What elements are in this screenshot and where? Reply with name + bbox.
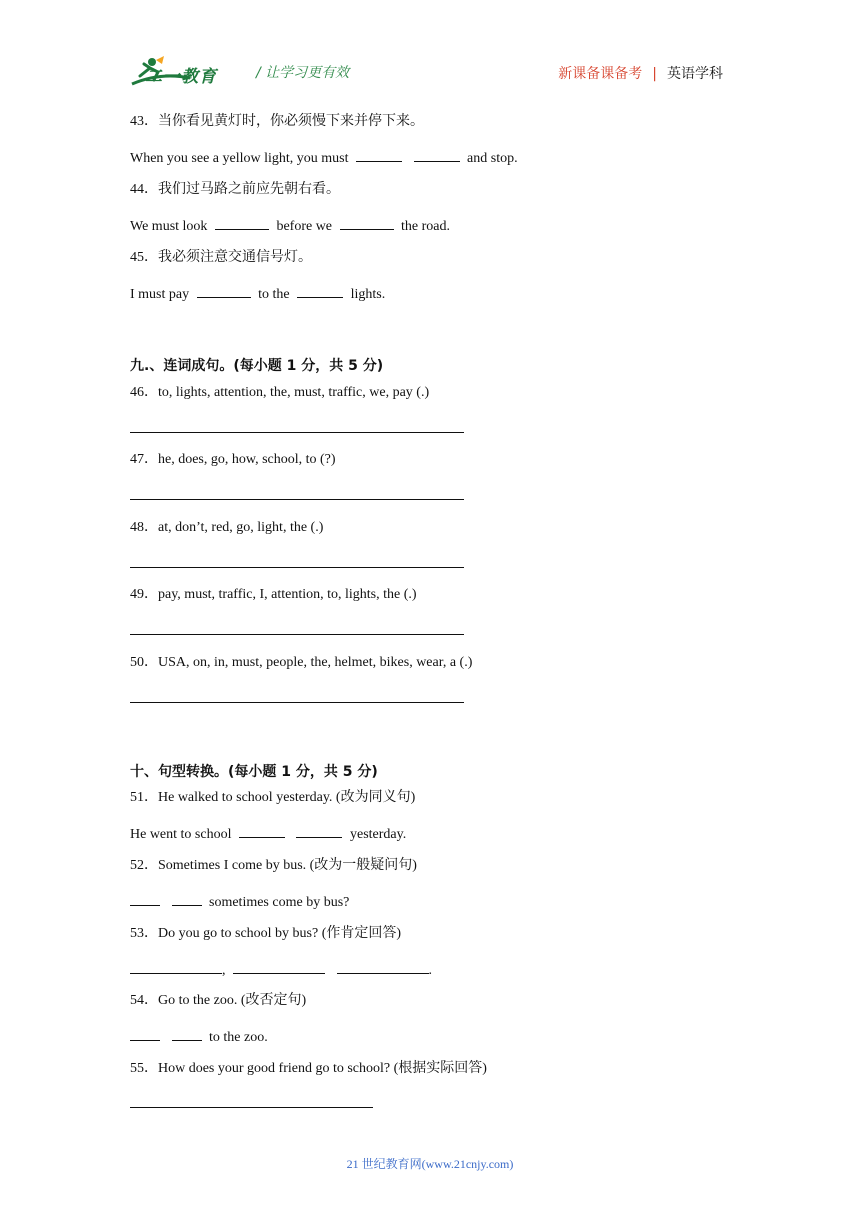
q44-text-b: before we — [276, 219, 333, 234]
q55-answer-line[interactable] — [130, 1107, 373, 1108]
q52-text-b: sometimes come by bus? — [209, 895, 350, 910]
q46-prompt: 46．to, lights, attention, the, must, traffic, we, pay (.) — [130, 385, 430, 400]
q43-text-b: and stop. — [467, 151, 518, 166]
q44-prompt: 44．我们过马路之前应先朝右看。 — [130, 182, 340, 197]
q44-blank-2[interactable] — [340, 215, 394, 230]
q54-prompt: 54．Go to the zoo. (改否定句) — [130, 993, 307, 1008]
q43-prompt: 43．当你看见黄灯时，你必须慢下来并停下来。 — [130, 114, 424, 129]
q53-blank-1[interactable] — [130, 959, 222, 974]
subject-label: 英语学科 — [667, 66, 723, 82]
q46-answer-line[interactable] — [130, 432, 464, 433]
q45-blank-1[interactable] — [197, 283, 251, 298]
header-right — [558, 63, 723, 83]
q52-sentence — [130, 891, 349, 912]
q48-answer-line[interactable] — [130, 567, 464, 568]
page-header — [0, 0, 860, 100]
q51-prompt: 51．He walked to school yesterday. (改为同义句) — [130, 790, 416, 805]
q53-prompt: 53．Do you go to school by bus? (作肯定回答) — [130, 926, 402, 941]
q54-blank-2[interactable] — [172, 1026, 202, 1041]
q45-prompt: 45．我必须注意交通信号灯。 — [130, 250, 312, 265]
q45-sentence — [130, 283, 385, 304]
q48-prompt: 48．at, don’t, red, go, light, the (.) — [130, 520, 324, 535]
q51-blank-1[interactable] — [239, 823, 285, 838]
q49-prompt: 49．pay, must, traffic, I, attention, to, lights, the (.) — [130, 587, 417, 602]
q51-text-a: He went to school — [130, 827, 232, 842]
q51-blank-2[interactable] — [296, 823, 342, 838]
q44-text-c: the road. — [401, 219, 450, 234]
q45-text-c: lights. — [350, 287, 386, 302]
q47-answer-line[interactable] — [130, 499, 464, 500]
q52-blank-2[interactable] — [172, 891, 202, 906]
q54-sentence — [130, 1026, 268, 1047]
q53-comma: , — [222, 963, 226, 978]
q54-blank-1[interactable] — [130, 1026, 160, 1041]
q43-sentence — [130, 147, 518, 168]
section-10-title: 十、句型转换。(每小题 1 分，共 5 分) — [130, 764, 378, 780]
q55-prompt: 55．How does your good friend go to school? (根据实际回答) — [130, 1061, 487, 1076]
q50-prompt: 50．USA, on, in, must, people, the, helmet, bikes, wear, a (.) — [130, 655, 473, 670]
q43-blank-1[interactable] — [356, 147, 402, 162]
q45-text-b: to the — [258, 287, 290, 302]
q53-period: . — [428, 963, 432, 978]
logo-text: 二一教育 — [145, 67, 217, 87]
footer-source: 21 世纪教育网(www.21cnjy.com) — [346, 1157, 514, 1171]
slogan: / 让学习更有效 — [256, 65, 350, 81]
section-9-title: 九.、连词成句。(每小题 1 分，共 5 分) — [130, 358, 384, 374]
q49-answer-line[interactable] — [130, 634, 464, 635]
q53-sentence — [130, 959, 432, 980]
q44-text-a: We must look — [130, 219, 208, 234]
q45-text-a: I must pay — [130, 287, 190, 302]
q51-sentence — [130, 823, 406, 844]
q54-text-b: to the zoo. — [209, 1030, 268, 1045]
q52-prompt: 52．Sometimes I come by bus. (改为一般疑问句) — [130, 858, 417, 873]
q43-blank-2[interactable] — [414, 147, 460, 162]
q44-sentence — [130, 215, 450, 236]
q53-blank-3[interactable] — [337, 959, 429, 974]
q43-text-a: When you see a yellow light, you must — [130, 151, 349, 166]
q52-blank-1[interactable] — [130, 891, 160, 906]
q53-blank-2[interactable] — [233, 959, 325, 974]
q50-answer-line[interactable] — [130, 702, 464, 703]
course-label: 新课备课备考 — [558, 66, 643, 82]
q47-prompt: 47．he, does, go, how, school, to (?) — [130, 452, 336, 467]
header-separator: | — [652, 66, 657, 82]
q45-blank-2[interactable] — [297, 283, 343, 298]
q44-blank-1[interactable] — [215, 215, 269, 230]
q51-text-b: yesterday. — [349, 827, 407, 842]
